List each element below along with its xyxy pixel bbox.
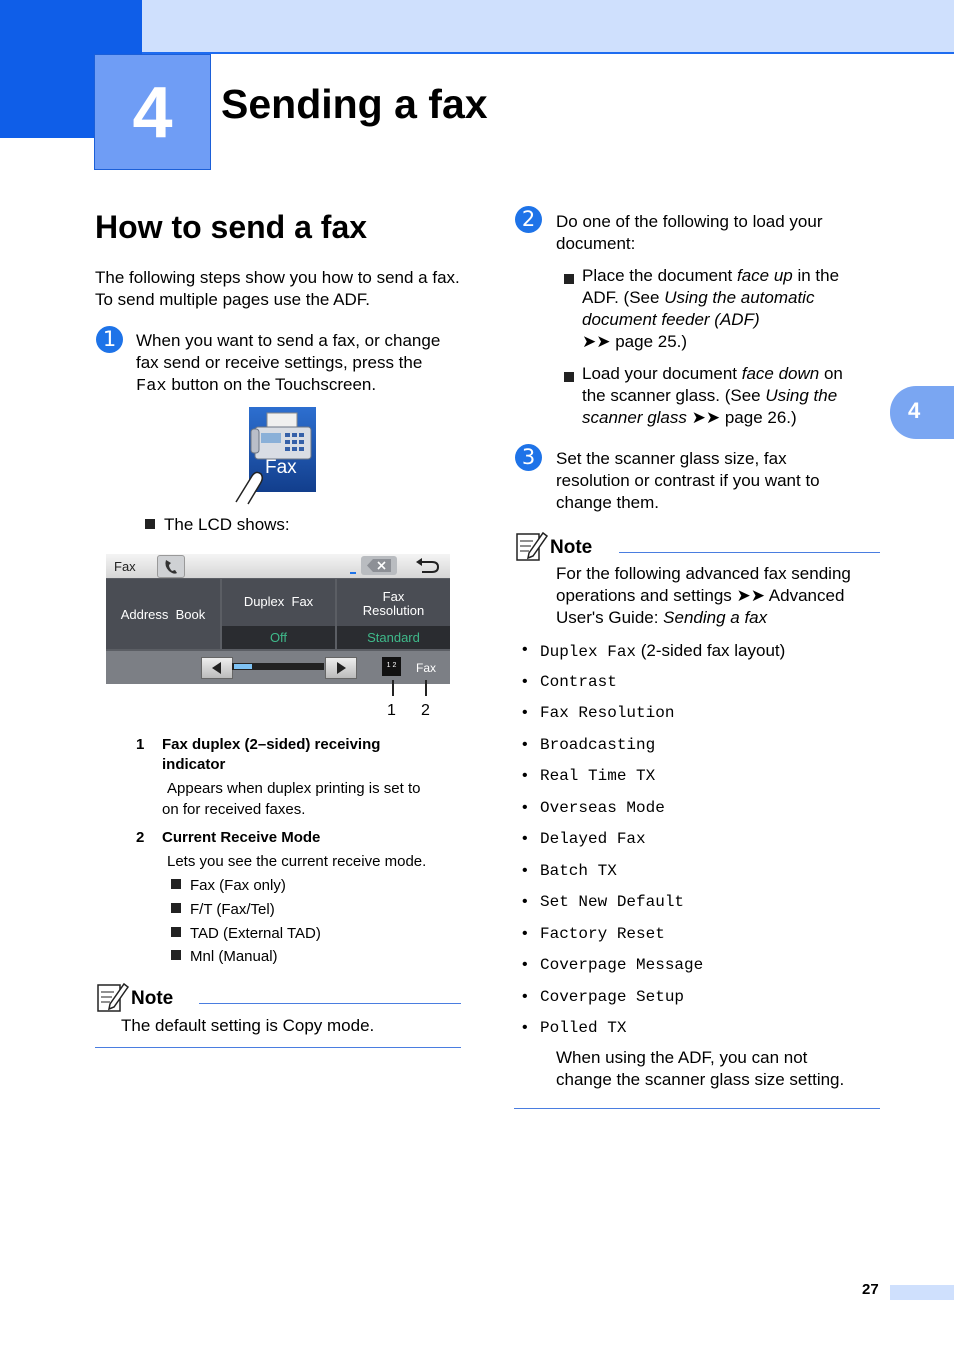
fax-code: Fax <box>136 377 167 396</box>
setting-name: Polled TX <box>540 1019 627 1037</box>
input-cursor <box>350 572 356 574</box>
setting-name: Duplex Fax <box>540 643 637 661</box>
note-pencil-icon <box>96 980 130 1014</box>
phone-hook-button[interactable] <box>157 555 185 578</box>
step-1-text <box>136 330 476 398</box>
setting-name: Batch TX <box>540 861 617 880</box>
step-2-option-1: Place the document face up in the ADF. (See Using the automatic document feeder (ADF) ➤➤ page 25.) <box>564 265 884 283</box>
duplex-fax-value-bar <box>222 626 335 649</box>
duplex-fax-button[interactable] <box>222 579 335 649</box>
lcd-title: Fax <box>114 559 136 574</box>
fax-button-label: Fax <box>265 457 297 478</box>
bullet-dot-icon: • <box>522 704 528 721</box>
mode-list-item: TAD (External TAD) <box>171 924 321 944</box>
lcd-bottom-bar <box>106 651 450 684</box>
setting-name: Delayed Fax <box>540 830 646 848</box>
note-right-text: For the following advanced fax sending operations and settings ➤➤ Advanced User's Guide: Sending a fax <box>556 564 851 627</box>
mode-list-item: Fax (Fax only) <box>171 876 286 896</box>
double-arrow-icon: ➤➤ <box>686 408 725 427</box>
step-1-line3 <box>136 374 476 398</box>
page-number-bar <box>890 1285 954 1300</box>
bullet-square-icon <box>564 372 574 382</box>
lcd-shows-item <box>145 514 290 536</box>
bullet-dot-icon: • <box>522 924 528 942</box>
backspace-button[interactable] <box>361 556 397 575</box>
step-2-text <box>556 211 886 255</box>
back-arrow-icon <box>408 555 444 576</box>
chapter-number-box <box>94 54 211 170</box>
right-arrow-icon <box>326 658 356 678</box>
note-left-rule <box>199 1003 461 1004</box>
step-1-line3-rest: button on the Touchscreen. <box>166 375 377 394</box>
back-button[interactable] <box>408 555 444 576</box>
bullet-dot-icon: • <box>522 956 528 973</box>
bullet-dot-icon: • <box>522 798 528 816</box>
callout-number-1: 1 <box>387 702 396 719</box>
step-2-line1: Do one of the following to load your <box>556 212 823 231</box>
scroll-right-button[interactable] <box>325 657 357 679</box>
lcd-title-bar <box>106 554 450 578</box>
step-2-line2: document: <box>556 234 636 253</box>
bullet-square-icon <box>171 950 181 960</box>
setting-name: Coverpage Setup <box>540 987 685 1006</box>
note-right-bottom-rule <box>514 1108 880 1109</box>
bullet-square-icon <box>171 927 181 937</box>
phone-icon <box>158 556 184 577</box>
bullet-square-icon <box>145 519 155 529</box>
bullet-dot-icon: • <box>522 861 528 879</box>
callout-line-2 <box>425 680 427 696</box>
callout-number-2: 2 <box>421 702 430 719</box>
fax-resolution-label-2: Resolution <box>362 603 425 618</box>
note-left-bottom-rule <box>95 1047 461 1048</box>
setting-suffix: (2-sided fax layout) <box>636 641 786 660</box>
note-right-label: Note <box>550 537 593 558</box>
callout-desc-2-title: Current Receive Mode <box>162 829 321 846</box>
header-band <box>0 0 954 52</box>
note-right-rule <box>619 552 880 553</box>
callout-line-1 <box>392 680 394 696</box>
chapter-side-tab <box>890 386 954 439</box>
bullet-dot-icon: • <box>522 893 528 910</box>
fax-resolution-button[interactable] <box>337 579 450 649</box>
duplex-indicator-icon <box>382 657 401 676</box>
bullet-dot-icon: • <box>522 1019 528 1036</box>
note-pencil-icon <box>515 529 549 563</box>
setting-name: Coverpage Message <box>540 956 704 974</box>
bullet-dot-icon: • <box>522 830 528 847</box>
intro-paragraph: The following steps show you how to send a fax. To send multiple pages use the ADF. <box>95 268 460 309</box>
step-3-line2: resolution or contrast if you want to <box>556 471 820 490</box>
page-number: 27 <box>862 1281 879 1298</box>
setting-name: Broadcasting <box>540 735 656 754</box>
double-arrow-icon: ➤➤ <box>736 586 766 605</box>
note-right-footer: When using the ADF, you can not change the scanner glass size setting. <box>556 1048 845 1089</box>
setting-name: Set New Default <box>540 893 685 911</box>
chapter-title: Sending a fax <box>221 81 488 127</box>
step-2-number: 2 <box>515 206 542 233</box>
double-arrow-icon: ➤➤ <box>582 332 616 351</box>
step-3-text <box>556 448 886 514</box>
step-3-line3: change them. <box>556 493 660 512</box>
setting-name: Factory Reset <box>540 924 665 943</box>
step-3-line1: Set the scanner glass size, fax <box>556 449 787 468</box>
duplex-fax-value: Off <box>269 630 288 645</box>
finger-pointer-icon <box>234 466 274 506</box>
note-left-text: The default setting is Copy mode. <box>121 1016 375 1035</box>
note-left-label: Note <box>131 988 174 1009</box>
address-book-button[interactable] <box>106 579 220 649</box>
backspace-icon <box>361 556 397 575</box>
callout-desc-1-title-1: Fax duplex (2–sided) receiving <box>162 736 381 753</box>
step-1-number: 1 <box>96 326 123 353</box>
bullet-dot-icon: • <box>522 987 528 1005</box>
scroll-thumb[interactable] <box>234 664 252 669</box>
setting-name: Fax Resolution <box>540 704 675 722</box>
fax-resolution-value-bar <box>337 626 450 649</box>
step-1-line1: When you want to send a fax, or change <box>136 331 441 350</box>
bullet-square-icon <box>171 879 181 889</box>
receive-mode-label: Fax <box>416 661 437 675</box>
callout-desc-1-text-2: on for received faxes. <box>162 801 306 818</box>
chapter-number: 4 <box>132 73 173 153</box>
step-3-number: 3 <box>515 444 542 471</box>
left-arrow-icon <box>202 658 232 678</box>
callout-desc-1-num: 1 <box>136 736 145 753</box>
callout-desc-1-text-1: Appears when duplex printing is set to <box>167 780 421 797</box>
section-title: How to send a fax <box>95 209 368 245</box>
fax-resolution-label-1: Fax <box>382 589 405 604</box>
callout-desc-2-text: Lets you see the current receive mode. <box>167 853 427 870</box>
fax-resolution-value: Standard <box>367 630 420 645</box>
bullet-dot-icon: • <box>522 767 528 784</box>
lcd-screen <box>106 554 450 684</box>
scroll-track[interactable] <box>232 663 324 670</box>
address-book-label: Address Book <box>120 607 206 622</box>
callout-desc-2-num: 2 <box>136 829 145 846</box>
side-tab-label: 4 <box>908 398 921 423</box>
bullet-dot-icon: • <box>522 735 528 753</box>
bullet-dot-icon: • <box>522 641 528 658</box>
step-1-line2: fax send or receive settings, press the <box>136 353 423 372</box>
mode-list-item: Mnl (Manual) <box>171 947 278 967</box>
duplex-fax-label: Duplex Fax <box>243 594 314 609</box>
bullet-square-icon <box>171 903 181 913</box>
header-band-line <box>142 52 954 54</box>
bullet-dot-icon: • <box>522 672 528 690</box>
setting-name: Real Time TX <box>540 767 656 785</box>
callout-desc-1-title-2: indicator <box>162 756 226 773</box>
bullet-square-icon <box>564 274 574 284</box>
duplex-indicator-text: 1 2 <box>386 662 397 669</box>
setting-name: Overseas Mode <box>540 798 665 817</box>
setting-name: Contrast <box>540 672 617 691</box>
mode-list-item: F/T (Fax/Tel) <box>171 900 275 920</box>
lcd-shows-text: The LCD shows: <box>164 515 290 534</box>
step-2-option-2: Load your document face down on the scanner glass. (See Using the scanner glass ➤➤ page 26.) <box>564 363 884 381</box>
scroll-left-button[interactable] <box>201 657 233 679</box>
